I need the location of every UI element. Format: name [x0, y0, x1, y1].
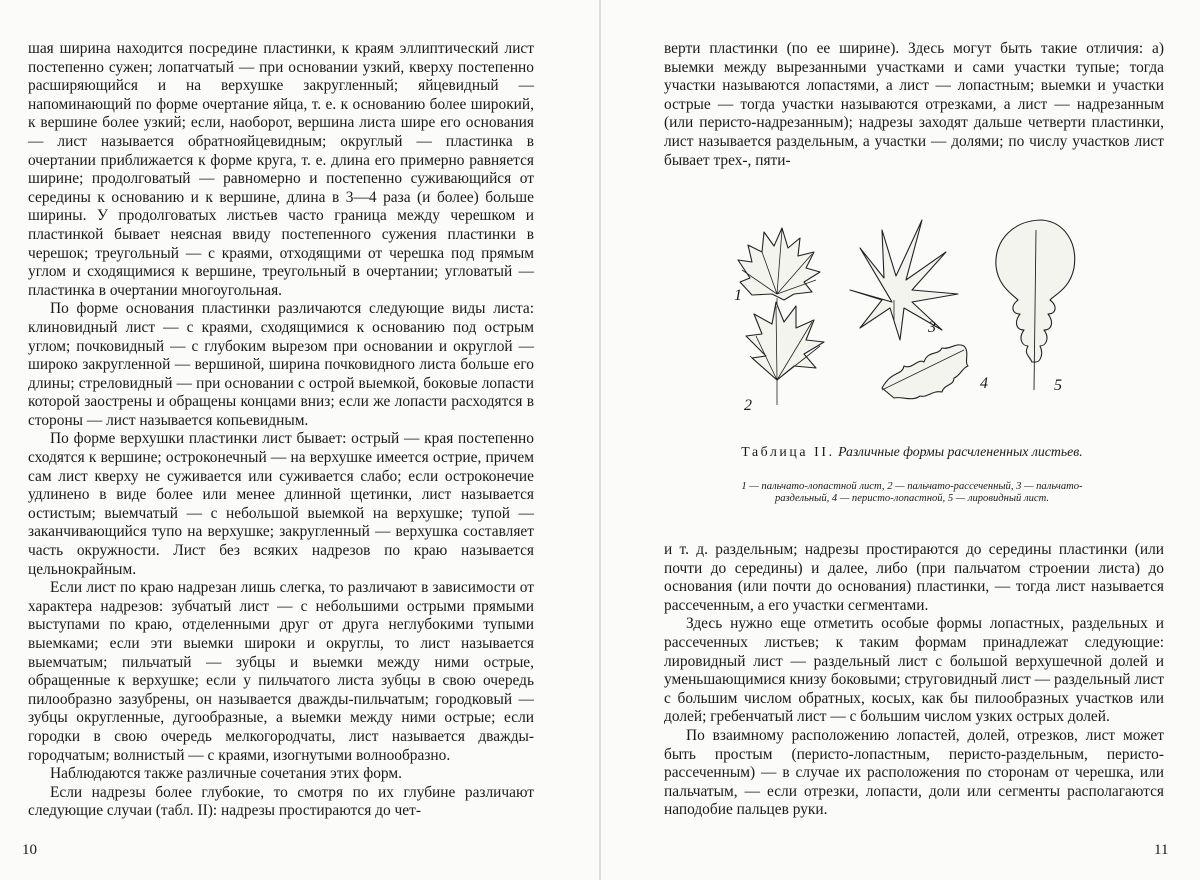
paragraph: и т. д. раздельным; надрезы простираются до середины пластинки (или почти до середины) и далее, либо (при пальчатом строении листа) до основания (или почти до основания) пластинки, — тогда лист называется рассеченным, а его участки сегментами. — [664, 541, 1164, 614]
left-page — [0, 0, 598, 880]
right-page-text-top — [664, 40, 1164, 170]
figure-caption-text: Различные формы расчлененных листьев. — [838, 444, 1083, 459]
leaf-forms-figure — [732, 190, 1092, 420]
right-page-text-bottom — [664, 541, 1164, 820]
paragraph: Если надрезы более глубокие, то смотря по их глубине различают следующие случаи (табл. II): надрезы простираются до чет- — [28, 783, 534, 820]
leaf-illustrations — [732, 190, 1092, 420]
right-page — [602, 0, 1200, 880]
leaf-5-illustration — [996, 220, 1075, 390]
leaf-4-illustration — [882, 345, 968, 399]
leaf-2-illustration — [746, 302, 824, 405]
figure-number-2: 2 — [744, 397, 752, 414]
leaf-3-illustration — [850, 220, 958, 340]
paragraph: По взаимному расположению лопастей, долей, отрезков, лист может быть простым (перисто-лопастным, перисто-раздельным, перисто-рассеченным) — в случае их расположения по сторонам от черешка, или пальчатым, — если отрезки, лопасти, доли или сегменты располагаются наподобие пальцев руки. — [664, 726, 1164, 819]
figure-caption-label: Таблица II. — [741, 444, 835, 459]
paragraph: Если лист по краю надрезан лишь слегка, то различают в зависимости от характера надрезов: зубчатый лист — с небольшими острыми прямыми выступами по краю, отделенными друг от друга неглубокими тупыми выемками; если эти выемки широки и округлы, то лист называется выемчатым; пильчатый — зубцы и выемки между ними острые, обращенные к верхушке; если у пильчатого листа зубцы в свою очередь пилообразно зазубрены, он называется дважды-пильчатым; городковый — зубцы округленные, дугообразные, а выемки между ними острые; если городки в свою очередь мелкогородчаты, лист называется дважды-городчатым; волнистый — с краями, изогнутыми волнообразно. — [28, 579, 534, 764]
paragraph: По форме верхушки пластинки лист бывает: острый — края постепенно сходятся к вершине; остроконечный — на верхушке имеется острие, причем сам лист кверху не суживается или суживается слабо; если остроконечие удлинено в виде более или менее длинной щетинки, лист называется остистым; выемчатый — с небольшой выемкой на верхушке; тупой — заканчивающийся тупо на верхушке; закругленный — верхушка составляет часть окружности. Лист без всяких надрезов по краю называется цельнокрайным. — [28, 430, 534, 578]
figure-number-1: 1 — [734, 287, 742, 304]
book-gutter — [599, 0, 601, 880]
page-number: 11 — [1154, 842, 1169, 858]
figure-caption — [732, 444, 1092, 460]
paragraph: верти пластинки (по ее ширине). Здесь могут быть такие отличия: а) выемки между вырезанными участками и сами участки тупые; тогда участки называются лопастями, а лист — лопастным; выемки и участки острые — тогда участки называются отрезками, а лист — надрезанным (или перисто-надрезанным); надрезы заходят дальше четверти пластинки, лист называется раздельным, а участки — долями; по числу участков лист бывает трех-, пяти- — [664, 40, 1164, 169]
figure-number-3: 3 — [928, 319, 936, 336]
page-number: 10 — [22, 842, 37, 858]
leaf-1-illustration — [738, 228, 820, 318]
figure-number-5: 5 — [1054, 377, 1062, 394]
paragraph: По форме основания пластинки различаются следующие виды листа: клиновидный лист — с краями, сходящимися к основанию под острым углом; почковидный — с глубоким вырезом при основании и округлой — широко закругленной — вершиной, ширина почковидного листа больше его длины; стреловидный — при основании с острой выемкой, боковые лопасти которой заострены и обращены концами вниз; если же лопасти расходятся в стороны — лист называется копьевидным. — [28, 300, 534, 429]
paragraph: шая ширина находится посредине пластинки, к краям эллиптический лист постепенно сужен; лопатчатый — при основании узкий, кверху постепенно расширяющийся и на верхушке закругленный; яйцевидный — напоминающий по форме очертание яйца, т. е. к основанию более широкий, к вершине более узкий; если, наоборот, вершина листа шире его основания — лист называется обратнояйцевидным; округлый — пластинка в очертании приближается к форме круга, т. е. длина его примерно равняется ширине; продолговатый — равномерно и постепенно суживающийся от середины к основанию и к вершине, длина в 3—4 раза (и более) больше ширины. У продолговатых листьев часто граница между черешком и пластинкой бывает неясная ввиду постепенного сужения пластинки в черешок; треугольный — с краями, отходящими от черешка под прямым углом и сходящимися к вершине, треугольный в очертании; угловатый — пластинка в очертании многоугольная. — [28, 40, 534, 299]
left-page-text-column — [28, 40, 534, 821]
paragraph: Здесь нужно еще отметить особые формы лопастных, раздельных и рассеченных листьев; к таким формам принадлежат следующие: лировидный лист — раздельный лист с большой верхушечной долей и уменьшающимися книзу боковыми; струговидный лист — раздельный лист с большим числом обратных, косых, как бы пилообразных участков или долей; гребенчатый лист — с большим числом узких острых долей. — [664, 615, 1164, 726]
figure-number-4: 4 — [980, 375, 988, 392]
paragraph: Наблюдаются также различные сочетания этих форм. — [50, 765, 402, 783]
figure-legend: 1 — пальчато-лопастной лист, 2 — пальчато-рассеченный, 3 — пальчато-раздельный, 4 — перисто-лопастной, 5 — лировидный лист. — [741, 481, 1083, 505]
